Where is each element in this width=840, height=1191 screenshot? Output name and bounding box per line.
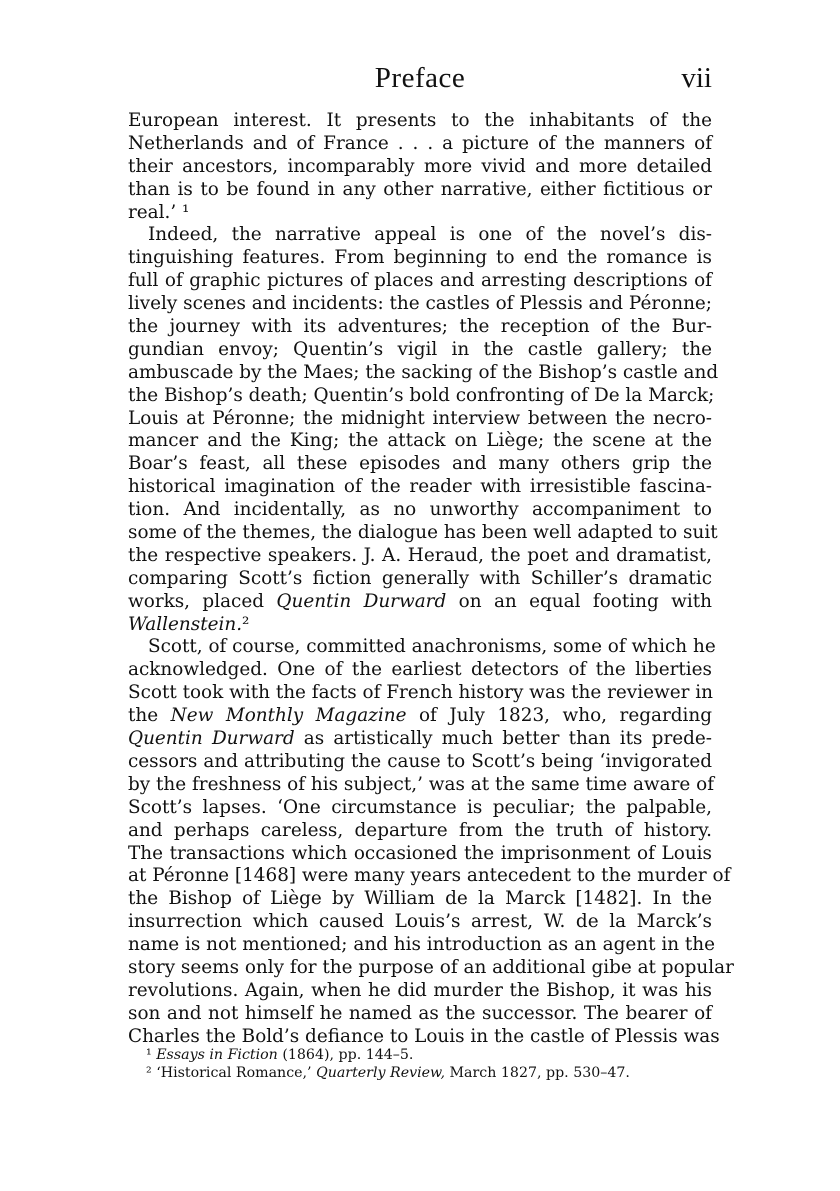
text-line: lively scenes and incidents: the castles of Plessis and Péronne;	[128, 293, 712, 315]
text-line: their ancestors, incomparably more vivid and more detailed	[128, 155, 712, 177]
text-line: Netherlands and of France . . . a picture of the manners of	[128, 132, 712, 154]
text-line: and perhaps careless, departure from the truth of history.	[128, 819, 712, 841]
text-line: the respective speakers. J. A. Heraud, the poet and dramatist,	[128, 544, 712, 566]
text-line: tion. And incidentally, as no unworthy accompaniment to	[128, 499, 712, 521]
text-line: full of graphic pictures of places and arresting descriptions of	[128, 270, 712, 292]
text-line: the Bishop’s death; Quentin’s bold confronting of De la Marck;	[128, 384, 715, 406]
text-run: of July 1823, who, regarding	[406, 705, 713, 727]
text-line	[128, 728, 712, 751]
page-number: vii	[681, 62, 712, 94]
footnote	[146, 1046, 712, 1064]
text-line: the Bishop of Liège by William de la Marck [1482]. In the	[128, 888, 712, 910]
text-line: real.’ ¹	[128, 201, 190, 223]
text-run: (1864), pp. 144–5.	[277, 1047, 414, 1063]
text-line: acknowledged. One of the earliest detectors of the liberties	[128, 659, 712, 681]
text-line: son and not himself he named as the successor. The bearer of	[128, 1002, 712, 1024]
text-line: Indeed, the narrative appeal is one of the novel’s dis-	[148, 224, 712, 246]
footnote-marker: ²	[146, 1065, 157, 1081]
text-line	[128, 614, 712, 637]
text-line: some of the themes, the dialogue has been well adapted to suit	[128, 522, 718, 544]
italic-title: Essays in Fiction	[156, 1047, 278, 1063]
text-line: comparing Scott’s fiction generally with Schiller’s dramatic	[128, 567, 712, 589]
text-run: ²	[242, 613, 250, 635]
text-run: works, placed	[128, 590, 277, 612]
text-line: Charles the Bold’s defiance to Louis in the castle of Plessis was	[128, 1025, 720, 1047]
text-line: Scott, of course, committed anachronisms, some of which he	[148, 636, 716, 658]
text-run: as artistically much better than its prede-	[294, 728, 712, 750]
page-header	[128, 62, 712, 102]
text-line	[128, 705, 712, 728]
text-line: Scott took with the facts of French history was the reviewer in	[128, 682, 713, 704]
text-line: Scott’s lapses. ‘One circumstance is peculiar; the palpable,	[128, 796, 712, 818]
text-line: historical imagination of the reader with irresistible fascina-	[128, 476, 712, 498]
text-run: March 1827, pp. 530–47.	[445, 1065, 630, 1081]
text-line: revolutions. Again, when he did murder the Bishop, it was his	[128, 979, 712, 1001]
footnote	[146, 1064, 712, 1082]
italic-title: Quentin Durward	[128, 728, 295, 750]
text-line: name is not mentioned; and his introduction as an agent in the	[128, 934, 716, 956]
text-line: insurrection which caused Louis’s arrest, W. de la Marck’s	[128, 911, 712, 933]
footnote-marker: ¹	[146, 1047, 157, 1063]
text-line: European interest. It presents to the inhabitants of the	[128, 110, 712, 131]
text-run: the	[128, 705, 171, 727]
text-line: The transactions which occasioned the imprisonment of Louis	[128, 842, 712, 864]
text-line: tinguishing features. From beginning to end the romance is	[128, 247, 712, 269]
text-line: Louis at Péronne; the midnight interview between the necro-	[128, 407, 712, 429]
italic-title: New Monthly Magazine	[170, 705, 407, 727]
text-run: on an equal footing with	[446, 590, 712, 612]
text-run: ‘Historical Romance,’	[156, 1065, 317, 1081]
italic-title: Quarterly Review,	[316, 1065, 446, 1081]
body-text	[128, 110, 734, 1049]
text-line: cessors and attributing the cause to Scott’s being ‘invigorated	[128, 750, 712, 772]
footnotes	[146, 1046, 712, 1082]
text-line: mancer and the King; the attack on Liège; the scene at the	[128, 430, 712, 452]
text-line: gundian envoy; Quentin’s vigil in the castle gallery; the	[128, 338, 712, 360]
text-line	[128, 591, 712, 614]
text-line: ambuscade by the Maes; the sacking of the Bishop’s castle and	[128, 361, 719, 383]
text-line: than is to be found in any other narrative, either fictitious or	[128, 178, 712, 200]
text-line: the journey with its adventures; the reception of the Bur-	[128, 316, 712, 338]
text-line: Boar’s feast, all these episodes and many others grip the	[128, 453, 712, 475]
italic-title: Quentin Durward	[276, 590, 447, 612]
text-line: by the freshness of his subject,’ was at the same time aware of	[128, 773, 715, 795]
page-title: Preface	[374, 62, 466, 94]
text-line: at Péronne [1468] were many years antecedent to the murder of	[128, 865, 731, 887]
text-line: story seems only for the purpose of an additional gibe at popular	[128, 956, 734, 978]
italic-title: Wallenstein.	[128, 613, 243, 635]
